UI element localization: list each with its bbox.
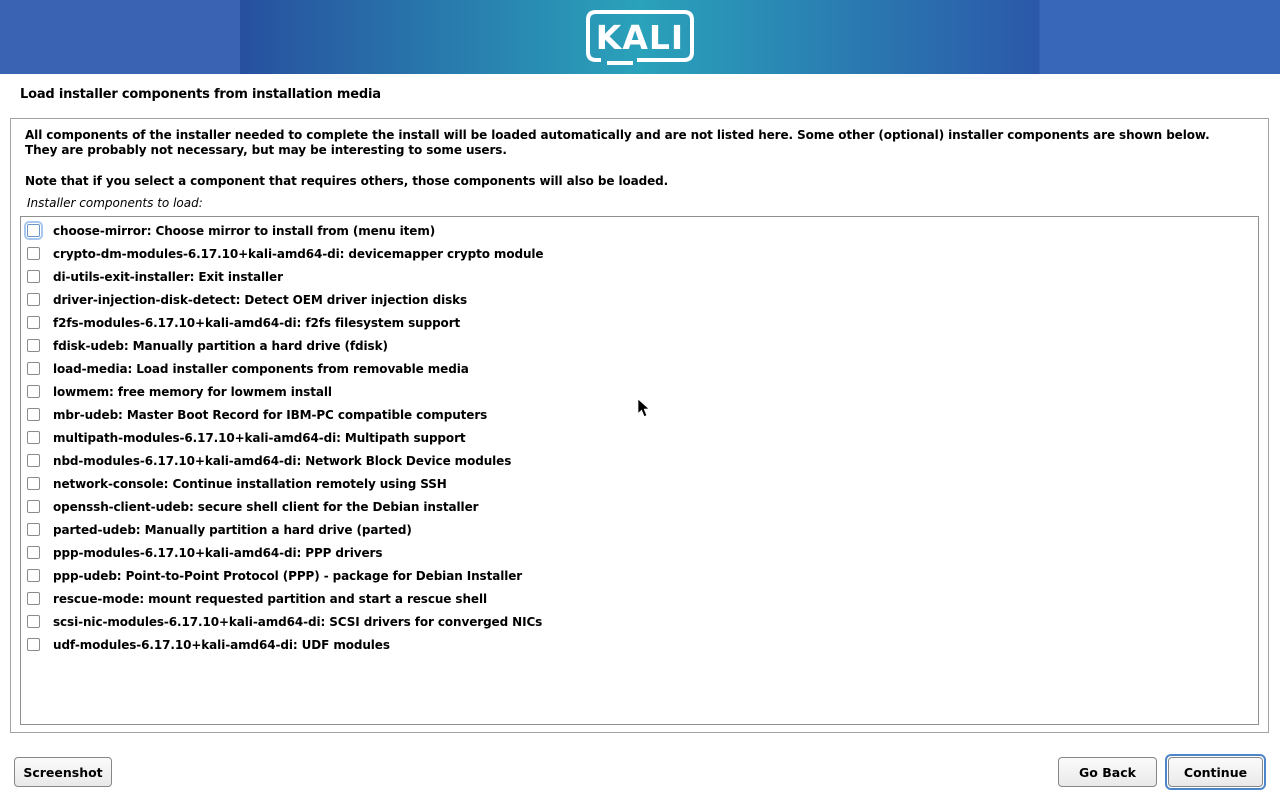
- component-row[interactable]: [21, 518, 1258, 541]
- component-checkbox[interactable]: [27, 224, 40, 237]
- component-checkbox[interactable]: [27, 454, 40, 467]
- component-row[interactable]: [21, 265, 1258, 288]
- component-row[interactable]: [21, 495, 1258, 518]
- component-row[interactable]: [21, 426, 1258, 449]
- component-row[interactable]: [21, 334, 1258, 357]
- component-checkbox[interactable]: [27, 247, 40, 260]
- component-checkbox[interactable]: [27, 270, 40, 283]
- component-label: openssh-client-udeb: secure shell client for the Debian installer: [53, 499, 479, 514]
- component-label: f2fs-modules-6.17.10+kali-amd64-di: f2fs filesystem support: [53, 315, 461, 330]
- component-label: ppp-modules-6.17.10+kali-amd64-di: PPP drivers: [53, 545, 383, 560]
- component-label: rescue-mode: mount requested partition and start a rescue shell: [53, 591, 487, 606]
- component-checkbox[interactable]: [27, 362, 40, 375]
- component-label: multipath-modules-6.17.10+kali-amd64-di: Multipath support: [53, 430, 466, 445]
- component-label: scsi-nic-modules-6.17.10+kali-amd64-di: SCSI drivers for converged NICs: [53, 614, 543, 629]
- component-row[interactable]: [21, 380, 1258, 403]
- component-row[interactable]: [21, 541, 1258, 564]
- continue-button[interactable]: Continue: [1168, 757, 1263, 787]
- component-row[interactable]: [21, 587, 1258, 610]
- component-label: nbd-modules-6.17.10+kali-amd64-di: Network Block Device modules: [53, 453, 512, 468]
- component-row[interactable]: [21, 403, 1258, 426]
- component-checkbox[interactable]: [27, 293, 40, 306]
- component-label: fdisk-udeb: Manually partition a hard drive (fdisk): [53, 338, 388, 353]
- component-label: choose-mirror: Choose mirror to install from (menu item): [53, 223, 436, 238]
- component-label: di-utils-exit-installer: Exit installer: [53, 269, 283, 284]
- component-label: crypto-dm-modules-6.17.10+kali-amd64-di: devicemapper crypto module: [53, 246, 544, 261]
- components-list: [20, 216, 1259, 725]
- component-label: network-console: Continue installation remotely using SSH: [53, 476, 447, 491]
- component-checkbox[interactable]: [27, 431, 40, 444]
- component-checkbox[interactable]: [27, 408, 40, 421]
- component-checkbox[interactable]: [27, 523, 40, 536]
- component-label: load-media: Load installer components from removable media: [53, 361, 469, 376]
- component-label: udf-modules-6.17.10+kali-amd64-di: UDF modules: [53, 637, 390, 652]
- component-checkbox[interactable]: [27, 339, 40, 352]
- component-label: parted-udeb: Manually partition a hard drive (parted): [53, 522, 412, 537]
- kali-logo-icon: [580, 8, 700, 66]
- intro-text-line-1: All components of the installer needed to complete the install will be loaded automatically and are not listed here. Some other (optional) installer components are shown below.: [25, 128, 1210, 142]
- page-title: Load installer components from installation media: [20, 87, 381, 102]
- screenshot-button[interactable]: Screenshot: [14, 757, 112, 787]
- component-checkbox[interactable]: [27, 546, 40, 559]
- component-row[interactable]: [21, 311, 1258, 334]
- component-checkbox[interactable]: [27, 477, 40, 490]
- kali-banner: [0, 0, 1280, 74]
- component-row[interactable]: [21, 357, 1258, 380]
- component-label: lowmem: free memory for lowmem install: [53, 384, 332, 399]
- component-row[interactable]: [21, 564, 1258, 587]
- component-row[interactable]: [21, 219, 1258, 242]
- component-row[interactable]: [21, 610, 1258, 633]
- component-checkbox[interactable]: [27, 569, 40, 582]
- list-caption: Installer components to load:: [27, 196, 203, 210]
- note-text: Note that if you select a component that requires others, those components will also be loaded.: [25, 174, 669, 188]
- component-checkbox[interactable]: [27, 592, 40, 605]
- component-label: mbr-udeb: Master Boot Record for IBM-PC compatible computers: [53, 407, 488, 422]
- intro-text-line-2: They are probably not necessary, but may be interesting to some users.: [25, 143, 507, 157]
- kali-logo-text: KALI: [595, 18, 685, 57]
- go-back-button[interactable]: Go Back: [1058, 757, 1157, 787]
- component-label: driver-injection-disk-detect: Detect OEM driver injection disks: [53, 292, 468, 307]
- component-row[interactable]: [21, 449, 1258, 472]
- component-checkbox[interactable]: [27, 385, 40, 398]
- component-row[interactable]: [21, 472, 1258, 495]
- component-row[interactable]: [21, 242, 1258, 265]
- component-row[interactable]: [21, 633, 1258, 656]
- continue-button-focus-ring: [1165, 754, 1266, 790]
- component-checkbox[interactable]: [27, 638, 40, 651]
- component-checkbox[interactable]: [27, 316, 40, 329]
- component-checkbox[interactable]: [27, 615, 40, 628]
- component-checkbox[interactable]: [27, 500, 40, 513]
- component-row[interactable]: [21, 288, 1258, 311]
- component-label: ppp-udeb: Point-to-Point Protocol (PPP) - package for Debian Installer: [53, 568, 523, 583]
